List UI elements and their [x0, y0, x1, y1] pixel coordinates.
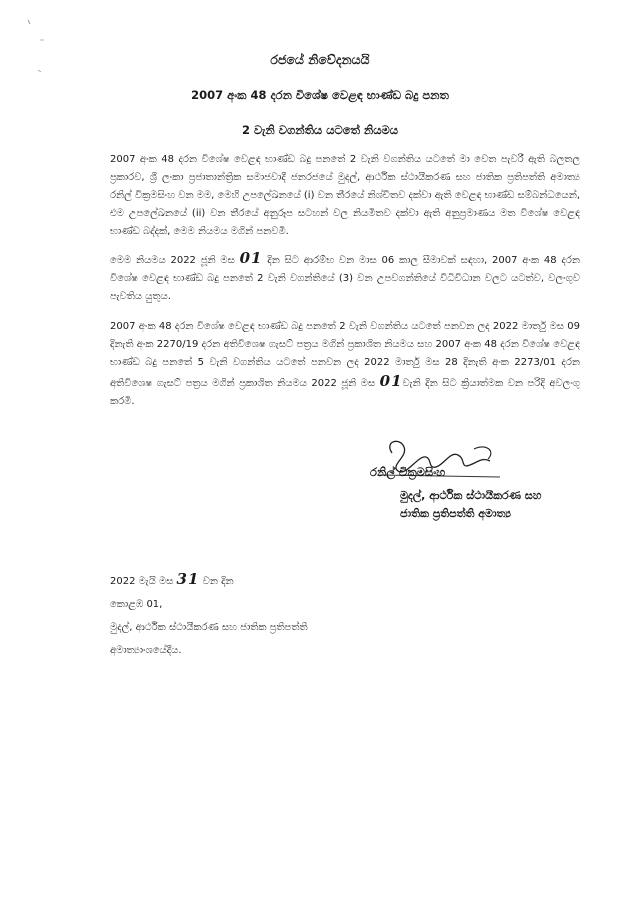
issue-date: [110, 568, 308, 593]
issue-city: කොළඹ 01,: [110, 599, 163, 610]
issue-date-start: 2022 මැයි මස: [110, 576, 177, 587]
ministry-line2: අමාත්‍යාංශයේදීය.: [110, 645, 182, 656]
paragraph-validity: [110, 249, 580, 306]
revocation-text-end: වැනි දින සිට ක්‍රියාත්මක වන පරිදි අවලංගු කරමි.: [110, 378, 581, 407]
section-title: 2 වැනි වගන්තිය යටතේ නියමය: [241, 123, 399, 137]
notice-title: රජයේ නිවේදනයයි: [270, 52, 370, 67]
paragraph-order: 2007 අංක 48 දරන විශේෂ වෙළඳ භාණ්ඩ බදු පනතේ 2 වැනි වගන්තිය යටතේ මා වෙත පැවරී ඇති බලතල ප්‍රකාරව, ශ්‍රී ලංකා ප්‍රජාතාන්ත්‍රික සමාජවාදී ජනරජයේ මුදල්, ආර්ථික ස්ථායීකරණ සහ ජාතික ප්‍රතිපත්ති අමාත්‍ය රනිල් වික්‍රමසිංහ වන මම, මෙහි උපලේඛනයේ (i) වන තීරයේ නිශ්චිතව දක්වා ඇති වෙළඳ භාණ්ඩ සම්බන්ධයෙන්, එම උපලේඛනයේ (ii) වන තීරයේ අනුරූප සටහන් වල නියමිතව දක්වා ඇති අනුප්‍රමාණය මත විශේෂ වෙළඳ භාණ්ඩ බද්දක්, මෙම නියමය මගින් පනවමි.: [110, 154, 580, 237]
signatory-name: රනිල් වික්‍රමසිංහ: [370, 465, 446, 479]
revocation-date-handwritten: 01: [379, 372, 403, 390]
validity-text-start: මෙම නියමය 2022 ජූනි මස: [110, 255, 240, 266]
validity-text-end: දින සිට ආරම්භ වන මාස 06 කාල සීමාවක් සඳහා, 2007 අංක 48 දරන විශේෂ වෙළඳ භාණ්ඩ බදු පනතේ 2 වැනි වගන්තියේ (3) වන උපවගන්තියේ විධිවිධාන වලට යටත්ව, වලංගුව පැවතිය යුතුය.: [110, 255, 580, 302]
validity-date-handwritten: 01: [239, 249, 263, 267]
revocation-text-start: 2007 අංක 48 දරන විශේෂ වෙළඳ භාණ්ඩ බදු පනතේ 2 වැනි වගන්තිය යටතේ පනවන ලද 2022 මාර්තු මස 09 දිනැති අංක 2270/19 දරන අතිවිශෙෂ ගැසට් පත්‍රය මගින් ප්‍රකාශිත නියමය සහ 2007 අංක 48 දරන විශේෂ වෙළඳ භාණ්ඩ බදු පනතේ 5 වැනි වගන්තිය යටතේ පනවන ලද 2022 මාර්තු මස 28 දිනැති අංක 2273/01 දරන අතිවිශෙෂ ගැසට් පත්‍රය මගින් ප්‍රකාශිත නියමය 2022 ජූනි මස: [110, 321, 580, 389]
act-title: 2007 අංක 48 දරන විශේෂ වෙළඳ භාණ්ඩ බදු පනත: [191, 88, 449, 102]
issue-day-handwritten: 31: [176, 570, 200, 588]
paragraph-revocation: [110, 318, 580, 411]
signatory-title-line2: ජාතික ප්‍රතිපත්ති අමාත්‍ය: [400, 507, 511, 520]
issue-details: [110, 568, 308, 662]
signatory-title: [400, 487, 541, 523]
issue-date-end: වන දින: [199, 576, 234, 587]
ministry-line1: මුදල්, ආර්ථික ස්ථායීකරණ සහ ජාතික ප්‍රතිපත්ති: [110, 622, 308, 633]
signatory-title-line1: මුදල්, ආර්ථික ස්ථායීකරණ සහ: [400, 489, 542, 502]
